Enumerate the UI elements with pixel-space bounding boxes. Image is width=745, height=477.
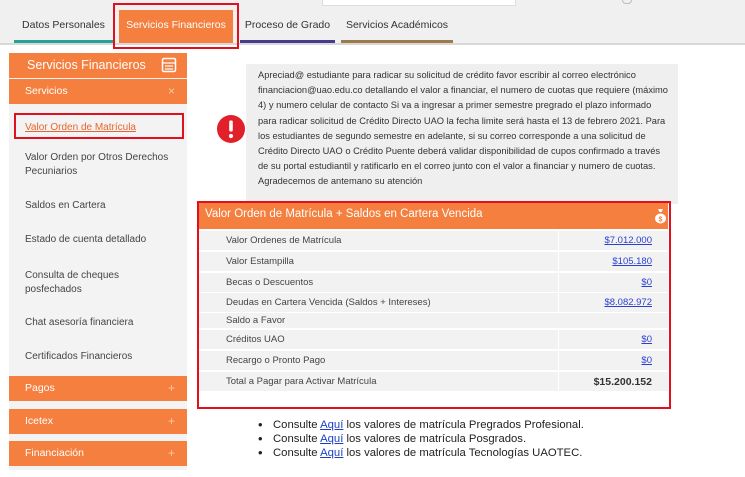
link-suffix: los valores de matrícula Posgrados. bbox=[343, 433, 527, 445]
sidebar-item-estado-cuenta[interactable]: Estado de cuenta detallado bbox=[25, 234, 147, 245]
summary-row-becas bbox=[199, 273, 668, 293]
row-value-link[interactable]: $0 bbox=[641, 334, 652, 345]
payment-summary-panel bbox=[199, 203, 668, 393]
sidebar-item-chat-asesoria[interactable]: Chat asesoría financiera bbox=[25, 317, 134, 328]
expand-icon: + bbox=[167, 446, 175, 460]
tab-label: Servicios Académicos bbox=[345, 19, 449, 31]
tab-label: Proceso de Grado bbox=[244, 19, 331, 31]
link-suffix: los valores de matrícula Pregrados Profesional. bbox=[343, 419, 584, 431]
tab-underline bbox=[341, 40, 453, 43]
summary-row-valor-ordenes bbox=[199, 231, 668, 251]
summary-row-saldo-favor bbox=[199, 313, 668, 329]
total-value: $15.200.152 bbox=[593, 376, 652, 388]
sidebar-item-certificados[interactable]: Certificados Financieros bbox=[25, 351, 133, 362]
row-label: Recargo o Pronto Pago bbox=[226, 355, 326, 366]
tab-underline bbox=[14, 40, 113, 43]
expand-icon: + bbox=[167, 381, 175, 395]
alert-message-text: Apreciad@ estudiante para radicar su solicitud de crédito favor escribir al correo electrónico financiacion@uao.edu.co detallando el valor a financiar, el numero de cuotas que requiere (máximo 4) y numero celular de contacto Si va a ingresar a primer semestre pregrado el plazo informado para radicar solicitud de Crédito Directo UAO la fecha limite será hasta el 13 de febrero 2021. Para los estudiantes de segundo semestre en adelante, si su correo corresponde a una solicitud de Crédito Directo UAO o Crédito Puente deberá validar disponibilidad de cupos confirmado a través de su portal estudiantil y ratificarlo en el correo junto con el valor a financiar y numero de cuotas. Agradecemos de antemano su atención bbox=[258, 70, 668, 187]
row-value-link[interactable]: $0 bbox=[641, 277, 652, 288]
tab-underline bbox=[240, 40, 335, 43]
collapse-icon: × bbox=[167, 84, 175, 98]
row-label: Deudas en Cartera Vencida (Saldos + Intereses) bbox=[226, 297, 431, 308]
row-label: Saldo a Favor bbox=[226, 315, 286, 326]
link-prefix: Consulte bbox=[273, 419, 321, 431]
sidebar-item-valor-orden-matricula[interactable]: Valor Orden de Matrícula bbox=[25, 122, 136, 133]
summary-row-valor-estampilla bbox=[199, 252, 668, 272]
alert-message-box bbox=[246, 64, 678, 204]
tab-servicios-financieros[interactable] bbox=[119, 10, 233, 43]
summary-title: Valor Orden de Matrícula + Saldos en Cartera Vencida bbox=[205, 208, 483, 220]
warning-icon bbox=[216, 114, 246, 144]
row-value-link[interactable]: $7.012.000 bbox=[604, 235, 652, 246]
row-value-link[interactable]: $105.180 bbox=[612, 256, 652, 267]
row-label: Becas o Descuentos bbox=[226, 277, 314, 288]
sidebar-header-title: Servicios Financieros bbox=[27, 58, 146, 72]
sidebar-section-label: Pagos bbox=[25, 382, 55, 394]
nav-divider bbox=[0, 43, 745, 45]
column-divider bbox=[558, 330, 559, 350]
sidebar-header bbox=[9, 53, 187, 78]
sidebar-section-pagos[interactable] bbox=[9, 376, 187, 401]
row-label: Valor Ordenes de Matrícula bbox=[226, 235, 342, 246]
sidebar-section-label: Icetex bbox=[25, 415, 54, 427]
tab-datos-personales[interactable] bbox=[14, 10, 113, 43]
row-label: Créditos UAO bbox=[226, 334, 285, 345]
list-item bbox=[258, 432, 584, 446]
column-divider bbox=[558, 252, 559, 272]
list-item bbox=[258, 418, 584, 432]
sidebar-section-label: Financiación bbox=[25, 447, 84, 459]
link-prefix: Consulte bbox=[273, 447, 321, 459]
sidebar-section-icetex[interactable] bbox=[9, 409, 187, 434]
column-divider bbox=[558, 273, 559, 293]
tab-label: Servicios Financieros bbox=[126, 19, 226, 31]
sidebar-item-saldos-cartera[interactable]: Saldos en Cartera bbox=[25, 200, 106, 211]
summary-row-creditos-uao bbox=[199, 330, 668, 350]
column-divider bbox=[558, 372, 559, 392]
money-bag-icon bbox=[654, 208, 667, 224]
summary-row-total bbox=[199, 372, 668, 392]
sidebar-item-valor-orden-otros[interactable]: Valor Orden por Otros Derechos Pecuniarios bbox=[25, 152, 169, 177]
row-label: Total a Pagar para Activar Matrícula bbox=[226, 376, 377, 387]
tuition-links-list bbox=[258, 418, 584, 460]
sidebar-section-label: Servicios bbox=[25, 85, 68, 97]
column-divider bbox=[558, 293, 559, 313]
list-item bbox=[258, 446, 584, 460]
link-pregrados[interactable]: Aquí bbox=[320, 419, 344, 431]
link-suffix: los valores de matrícula Tecnologías UAOTEC. bbox=[343, 447, 583, 459]
top-search-box[interactable] bbox=[322, 0, 516, 6]
sidebar-item-cheques[interactable]: Consulta de cheques posfechados bbox=[25, 270, 119, 295]
calculator-icon bbox=[161, 57, 177, 73]
tab-label: Datos Personales bbox=[22, 19, 105, 31]
row-label: Valor Estampilla bbox=[226, 256, 294, 267]
row-value-link[interactable]: $8.082.972 bbox=[604, 297, 652, 308]
summary-header bbox=[199, 203, 668, 229]
link-posgrados[interactable]: Aquí bbox=[320, 433, 344, 445]
sidebar-section-financiacion[interactable] bbox=[9, 441, 187, 466]
link-tecnologias[interactable]: Aquí bbox=[320, 447, 344, 459]
tab-servicios-academicos[interactable] bbox=[341, 10, 453, 43]
tab-proceso-de-grado[interactable] bbox=[240, 10, 335, 43]
expand-icon: + bbox=[167, 414, 175, 428]
column-divider bbox=[558, 231, 559, 251]
summary-row-deudas-cartera bbox=[199, 293, 668, 313]
sidebar bbox=[9, 53, 187, 470]
summary-row-recargo bbox=[199, 351, 668, 371]
svg-text:$: $ bbox=[658, 216, 663, 224]
link-prefix: Consulte bbox=[273, 433, 321, 445]
column-divider bbox=[558, 351, 559, 371]
sidebar-section-servicios[interactable] bbox=[9, 79, 187, 104]
user-menu-icon[interactable] bbox=[622, 0, 632, 4]
row-value-link[interactable]: $0 bbox=[641, 355, 652, 366]
